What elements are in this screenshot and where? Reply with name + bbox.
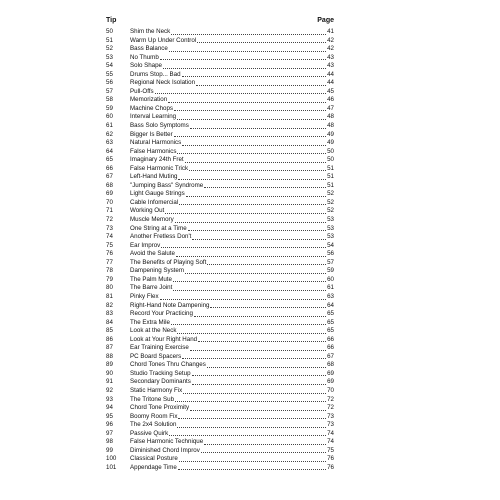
page-number: 54 <box>327 241 334 249</box>
dot-leader <box>160 294 327 300</box>
tip-title: Studio Tracking Setup <box>130 369 191 377</box>
page-number: 48 <box>327 113 334 121</box>
tip-title: Cable Infomercial <box>130 198 179 206</box>
tip-number: 69 <box>106 190 113 198</box>
dot-leader <box>168 97 326 103</box>
tip-title: "Jumping Bass" Syndrome <box>130 181 204 189</box>
page-number: 53 <box>327 216 334 224</box>
dot-leader <box>190 405 326 411</box>
tip-title: False Harmonic Trick <box>130 164 189 172</box>
page-number: 65 <box>327 310 334 318</box>
toc-entry <box>106 105 334 114</box>
page-number: 44 <box>327 79 334 87</box>
tip-title: Chord Tone Proximity <box>130 404 190 412</box>
page-number: 70 <box>327 386 334 394</box>
page-number: 61 <box>327 284 334 292</box>
tip-number: 60 <box>106 113 113 121</box>
tip-number: 84 <box>106 318 113 326</box>
tip-number: 75 <box>106 241 113 249</box>
page-number: 46 <box>327 96 334 104</box>
toc-entry <box>106 131 334 140</box>
dot-leader <box>178 413 326 419</box>
tip-number: 92 <box>106 386 113 394</box>
toc-entry <box>106 413 334 422</box>
tip-title: Drums Stop... Bad <box>130 70 181 78</box>
tip-title: The 2x4 Solution <box>130 421 177 429</box>
toc-entry <box>106 259 334 268</box>
toc-entry <box>106 250 334 259</box>
dot-leader <box>182 140 326 146</box>
page-number: 56 <box>327 250 334 258</box>
toc-entry <box>106 336 334 345</box>
page-number: 53 <box>327 224 334 232</box>
tip-title: Imaginary 24th Fret <box>130 156 184 164</box>
page-number: 51 <box>327 181 334 189</box>
page-column-header: Page <box>317 17 334 24</box>
tip-title: Regional Neck Isolation <box>130 79 196 87</box>
page-number: 64 <box>327 301 334 309</box>
tip-number: 85 <box>106 327 113 335</box>
page-number: 76 <box>327 455 334 463</box>
toc-entry <box>106 396 334 405</box>
toc-entry <box>106 190 334 199</box>
tip-title: False Harmonic Technique <box>130 438 204 446</box>
toc-entry <box>106 455 334 464</box>
tip-title: Ear Improv <box>130 241 161 249</box>
dot-leader <box>174 131 326 137</box>
toc-entry <box>106 79 334 88</box>
tip-number: 72 <box>106 216 113 224</box>
tip-number: 81 <box>106 292 113 300</box>
toc-entry <box>106 62 334 71</box>
dot-leader <box>198 336 326 342</box>
page-number: 52 <box>327 190 334 198</box>
tip-title: Bigger Is Better <box>130 130 173 138</box>
tip-column-header: Tip <box>106 17 117 24</box>
dot-leader <box>169 430 326 436</box>
tip-number: 88 <box>106 352 113 360</box>
dot-leader <box>174 105 326 111</box>
dot-leader <box>179 199 326 205</box>
page-number: 48 <box>327 122 334 130</box>
toc-entry <box>106 182 334 191</box>
tip-number: 96 <box>106 421 113 429</box>
toc-entry <box>106 173 334 182</box>
tip-title: Natural Harmonics <box>130 139 182 147</box>
tip-title: Interval Learning <box>130 113 177 121</box>
dot-leader <box>160 54 326 60</box>
toc-entry <box>106 54 334 63</box>
tip-number: 83 <box>106 310 113 318</box>
tip-title: Bass Solo Symptoms <box>130 122 189 130</box>
tip-title: Pinky Flex <box>130 292 159 300</box>
tip-number: 61 <box>106 122 113 130</box>
tip-number: 78 <box>106 267 113 275</box>
dot-leader <box>210 302 326 308</box>
tip-number: 98 <box>106 438 113 446</box>
toc-entry <box>106 276 334 285</box>
toc-entry <box>106 387 334 396</box>
tip-number: 62 <box>106 130 113 138</box>
tip-title: Avoid the Salute <box>130 250 175 258</box>
tip-number: 56 <box>106 79 113 87</box>
tip-number: 93 <box>106 395 113 403</box>
toc-entry <box>106 148 334 157</box>
dot-leader <box>165 208 326 214</box>
tip-title: Passive Quirk <box>130 429 169 437</box>
dot-leader <box>178 174 326 180</box>
toc-entry <box>106 113 334 122</box>
page-number: 53 <box>327 233 334 241</box>
toc-entry <box>106 378 334 387</box>
tip-number: 100 <box>106 455 117 463</box>
tip-number: 54 <box>106 62 113 70</box>
tip-number: 87 <box>106 344 113 352</box>
page-number: 63 <box>327 292 334 300</box>
tip-number: 90 <box>106 369 113 377</box>
tip-number: 71 <box>106 207 113 215</box>
tip-title: Look at the Neck <box>130 327 177 335</box>
tip-title: The Tritone Sub <box>130 395 175 403</box>
dot-leader <box>186 191 326 197</box>
dot-leader <box>201 447 326 453</box>
page-number: 51 <box>327 164 334 172</box>
tip-title: Right-Hand Note Dampening <box>130 301 210 309</box>
toc-entry <box>106 233 334 242</box>
dot-leader <box>192 234 326 240</box>
tip-title: No Thumb <box>130 53 159 61</box>
tip-title: PC Board Spacers <box>130 352 182 360</box>
dot-leader <box>173 276 326 282</box>
tip-title: Pull-Offs <box>130 87 154 95</box>
dot-leader <box>177 422 326 428</box>
tip-number: 91 <box>106 378 113 386</box>
page-number: 69 <box>327 369 334 377</box>
dot-leader <box>163 63 326 69</box>
tip-number: 86 <box>106 335 113 343</box>
toc-entry <box>106 353 334 362</box>
toc-entry <box>106 122 334 131</box>
dot-leader <box>197 37 326 43</box>
toc-entry <box>106 438 334 447</box>
tip-number: 80 <box>106 284 113 292</box>
page-number: 49 <box>327 130 334 138</box>
toc-entry <box>106 156 334 165</box>
dot-leader <box>194 311 326 317</box>
page-number: 51 <box>327 173 334 181</box>
page-number: 50 <box>327 156 334 164</box>
dot-leader <box>171 319 326 325</box>
dot-leader <box>204 182 326 188</box>
dot-leader <box>192 379 326 385</box>
tip-title: One String at a Time <box>130 224 187 232</box>
page-number: 44 <box>327 70 334 78</box>
page-number: 42 <box>327 45 334 53</box>
tip-title: Look at Your Right Hand <box>130 335 198 343</box>
tip-number: 70 <box>106 198 113 206</box>
toc-entry <box>106 327 334 336</box>
tip-number: 82 <box>106 301 113 309</box>
page-number: 74 <box>327 438 334 446</box>
toc-entry <box>106 310 334 319</box>
page-number: 45 <box>327 87 334 95</box>
toc-entry <box>106 242 334 251</box>
tip-number: 66 <box>106 164 113 172</box>
toc-entry <box>106 207 334 216</box>
page-number: 41 <box>327 28 334 35</box>
dot-leader <box>177 148 326 154</box>
tip-number: 68 <box>106 181 113 189</box>
tip-number: 77 <box>106 258 113 266</box>
tip-title: Boomy Room Fix <box>130 412 178 420</box>
tip-title: Chord Tones Thru Changes <box>130 361 206 369</box>
tip-title: Left-Hand Muting <box>130 173 178 181</box>
tip-number: 65 <box>106 156 113 164</box>
tip-title: Shim the Neck <box>130 28 171 35</box>
toc-entry <box>106 45 334 54</box>
toc-entry <box>106 293 334 302</box>
page-number: 59 <box>327 267 334 275</box>
tip-number: 97 <box>106 429 113 437</box>
tip-title: The Extra Mile <box>130 318 170 326</box>
tip-number: 57 <box>106 87 113 95</box>
dot-leader <box>204 439 326 445</box>
tip-title: Working Out <box>130 207 165 215</box>
page-number: 66 <box>327 344 334 352</box>
page-number: 67 <box>327 352 334 360</box>
page-number: 65 <box>327 318 334 326</box>
dot-leader <box>171 29 326 35</box>
toc-entry <box>106 430 334 439</box>
tip-title: Another Fretless Don't <box>130 233 192 241</box>
page-number: 75 <box>327 446 334 454</box>
dot-leader <box>192 370 327 376</box>
page-number: 60 <box>327 275 334 283</box>
page-number: 49 <box>327 139 334 147</box>
page-number: 47 <box>327 104 334 112</box>
tip-title: The Barre Joint <box>130 284 173 292</box>
dot-leader <box>190 123 326 129</box>
dot-leader <box>207 362 326 368</box>
dot-leader <box>207 259 326 265</box>
dot-leader <box>185 268 326 274</box>
page-number: 42 <box>327 36 334 44</box>
tip-number: 76 <box>106 250 113 258</box>
tip-number: 63 <box>106 139 113 147</box>
toc-header <box>106 16 334 26</box>
toc-entry <box>106 421 334 430</box>
tip-number: 79 <box>106 275 113 283</box>
page-number: 72 <box>327 395 334 403</box>
tip-number: 101 <box>106 463 117 471</box>
toc-entry <box>106 447 334 456</box>
tip-number: 50 <box>106 28 113 35</box>
dot-leader <box>155 88 326 94</box>
page-number: 73 <box>327 412 334 420</box>
tip-number: 53 <box>106 53 113 61</box>
dot-leader <box>178 464 326 470</box>
toc-entry <box>106 361 334 370</box>
page-number: 74 <box>327 429 334 437</box>
toc-entry <box>106 319 334 328</box>
tip-number: 51 <box>106 36 113 44</box>
toc-entry <box>106 199 334 208</box>
tip-number: 52 <box>106 45 113 53</box>
dot-leader <box>175 217 326 223</box>
toc-entry <box>106 464 334 473</box>
tip-title: Memorization <box>130 96 168 104</box>
toc-entry <box>106 370 334 379</box>
toc-entry <box>106 96 334 105</box>
toc-entry <box>106 284 334 293</box>
tip-number: 58 <box>106 96 113 104</box>
dot-leader <box>196 80 326 86</box>
tip-title: Solo Shape <box>130 62 162 70</box>
toc-entry <box>106 165 334 174</box>
tip-title: Ear Training Exercise <box>130 344 189 352</box>
tip-title: Classical Posture <box>130 455 178 463</box>
tip-title: The Palm Mute <box>130 275 172 283</box>
page-number: 68 <box>327 361 334 369</box>
toc-entry <box>106 37 334 46</box>
toc-entry <box>106 28 334 37</box>
dot-leader <box>169 46 326 52</box>
tip-number: 74 <box>106 233 113 241</box>
tip-number: 99 <box>106 446 113 454</box>
page-number: 43 <box>327 62 334 70</box>
tip-title: Diminished Chord Improv <box>130 446 200 454</box>
page-number: 52 <box>327 207 334 215</box>
tip-number: 94 <box>106 404 113 412</box>
tip-title: Light Gauge Strings <box>130 190 185 198</box>
tip-number: 55 <box>106 70 113 78</box>
dot-leader <box>176 251 326 257</box>
dot-leader <box>183 388 326 394</box>
tip-title: Record Your Practicing <box>130 310 193 318</box>
page-number: 65 <box>327 327 334 335</box>
dot-leader <box>190 345 326 351</box>
page-number: 50 <box>327 147 334 155</box>
page-number: 69 <box>327 378 334 386</box>
toc-entry <box>106 88 334 97</box>
tip-title: Dampening System <box>130 267 184 275</box>
tip-number: 59 <box>106 104 113 112</box>
toc-list <box>106 28 334 472</box>
tip-title: The Benefits of Playing Soft <box>130 258 207 266</box>
tip-title: Bass Balance <box>130 45 168 53</box>
toc-entry <box>106 404 334 413</box>
dot-leader <box>182 71 327 77</box>
dot-leader <box>179 456 326 462</box>
dot-leader <box>188 225 326 231</box>
page-number: 43 <box>327 53 334 61</box>
dot-leader <box>175 396 326 402</box>
tip-title: False Harmonics <box>130 147 177 155</box>
toc-entry <box>106 302 334 311</box>
dot-leader <box>182 353 326 359</box>
tip-title: Static Harmony Fix <box>130 386 183 394</box>
tip-number: 73 <box>106 224 113 232</box>
dot-leader <box>177 114 326 120</box>
tip-title: Appendage Time <box>130 463 177 471</box>
dot-leader <box>189 165 326 171</box>
dot-leader <box>185 157 326 163</box>
toc-entry <box>106 71 334 80</box>
page-number: 66 <box>327 335 334 343</box>
tip-title: Secondary Dominants <box>130 378 191 386</box>
toc-entry <box>106 267 334 276</box>
page-number: 57 <box>327 258 334 266</box>
toc-entry <box>106 139 334 148</box>
tip-title: Muscle Memory <box>130 216 174 224</box>
toc-entry <box>106 225 334 234</box>
page-number: 52 <box>327 198 334 206</box>
tip-number: 67 <box>106 173 113 181</box>
dot-leader <box>161 242 326 248</box>
page-number: 76 <box>327 463 334 471</box>
toc-entry <box>106 216 334 225</box>
toc-entry <box>106 344 334 353</box>
tip-title: Warm Up Under Control <box>130 36 197 44</box>
tip-number: 89 <box>106 361 113 369</box>
page-number: 72 <box>327 404 334 412</box>
tip-number: 95 <box>106 412 113 420</box>
tip-number: 64 <box>106 147 113 155</box>
page-number: 73 <box>327 421 334 429</box>
dot-leader <box>177 328 326 334</box>
tip-title: Machine Chops <box>130 104 173 112</box>
dot-leader <box>173 285 326 291</box>
